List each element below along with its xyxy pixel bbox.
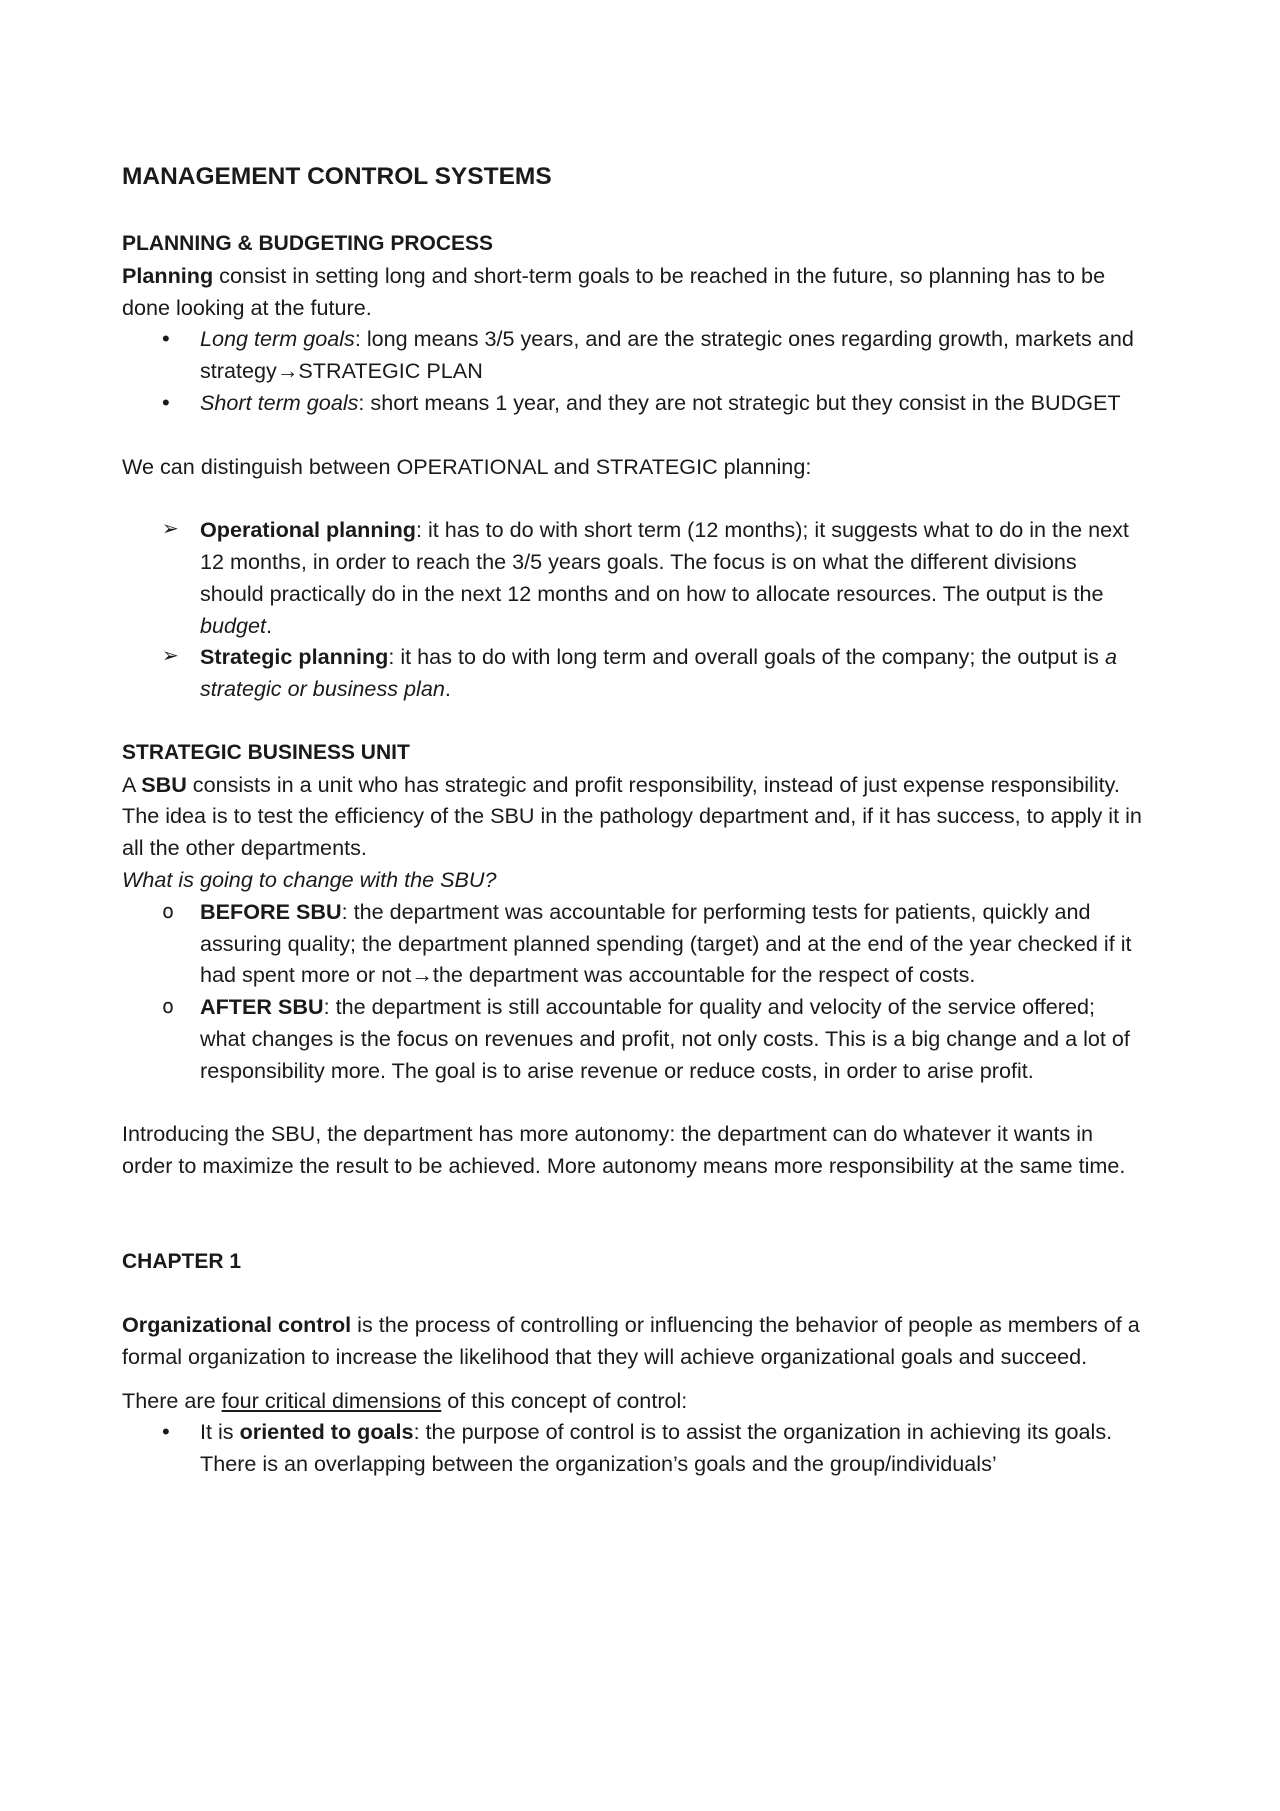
list-item: • Long term goals: long means 3/5 years, and are the strategic ones regarding growth, markets and strategy→STRATEGIC PLAN <box>122 323 1145 387</box>
document-title: MANAGEMENT CONTROL SYSTEMS <box>122 163 552 190</box>
planning-intro: Planning consist in setting long and short-term goals to be reached in the future, so planning has to be done looking at the future. <box>122 262 1106 320</box>
sbu-idea: The idea is to test the efficiency of the SBU in the pathology department and, if it has success, to apply it in all the other departments. <box>122 803 1142 861</box>
circle-bullet-icon: o <box>162 898 175 923</box>
list-item: ➢ Strategic planning: it has to do with long term and overall goals of the company; the output is a strategic or business plan. <box>122 641 1145 705</box>
goals-list <box>122 323 1145 418</box>
list-item: • Short term goals: short means 1 year, and they are not strategic but they consist in the BUDGET <box>122 387 1145 419</box>
organizational-control-definition: Organizational control is the process of controlling or influencing the behavior of people as members of a formal organization to increase the likelihood that they will achieve organizational goals and succeed. <box>122 1312 1140 1369</box>
list-item: o AFTER SBU: the department is still accountable for quality and velocity of the service offered; what changes is the focus on revenues and profit, not only costs. This is a big change and a lot of responsibility more. The goal is to arise revenue or reduce costs, in order to arise profit. <box>122 991 1145 1086</box>
bullet-icon: • <box>162 326 170 352</box>
arrowhead-bullet-icon: ➢ <box>162 518 179 541</box>
list-item: o BEFORE SBU: the department was accountable for performing tests for patients, quickly and assuring quality; the department planned spending (target) and at the end of the year checked if it had spent more or not→the department was accountable for the respect of costs. <box>122 896 1145 991</box>
planning-types-list <box>122 514 1145 705</box>
sbu-question: What is going to change with the SBU? <box>122 866 497 892</box>
right-arrow-icon: → <box>276 358 299 384</box>
sbu-definition: A SBU consists in a unit who has strategic and profit responsibility, instead of just expense responsibility. <box>122 771 1120 797</box>
list-item: ➢ Operational planning: it has to do with short term (12 months); it suggests what to do in the next 12 months, in order to reach the 3/5 years goals. The focus is on what the different divisions should practically do in the next 12 months and on how to allocate resources. The output is the budget. <box>122 514 1145 641</box>
dimensions-list <box>122 1416 1145 1480</box>
circle-bullet-icon: o <box>162 994 175 1019</box>
bullet-icon: • <box>162 389 170 415</box>
distinguish-text: We can distinguish between OPERATIONAL and STRATEGIC planning: <box>122 453 812 479</box>
chapter-heading: CHAPTER 1 <box>122 1249 242 1273</box>
dimensions-intro: There are four critical dimensions of this concept of control: <box>122 1387 688 1413</box>
list-item: • It is oriented to goals: the purpose of control is to assist the organization in achieving its goals. There is an overlapping between the organization’s goals and the group/individuals’ <box>122 1416 1145 1480</box>
planning-heading: PLANNING & BUDGETING PROCESS <box>122 232 494 255</box>
sbu-conclusion: Introducing the SBU, the department has more autonomy: the department can do whatever it wants in order to maximize the result to be achieved. More autonomy means more responsibility at the same time. <box>122 1121 1126 1179</box>
sbu-change-list <box>122 896 1145 1087</box>
arrowhead-bullet-icon: ➢ <box>162 645 179 668</box>
bullet-icon: • <box>162 1419 170 1445</box>
sbu-heading: STRATEGIC BUSINESS UNIT <box>122 740 410 764</box>
right-arrow-icon: → <box>411 962 433 988</box>
